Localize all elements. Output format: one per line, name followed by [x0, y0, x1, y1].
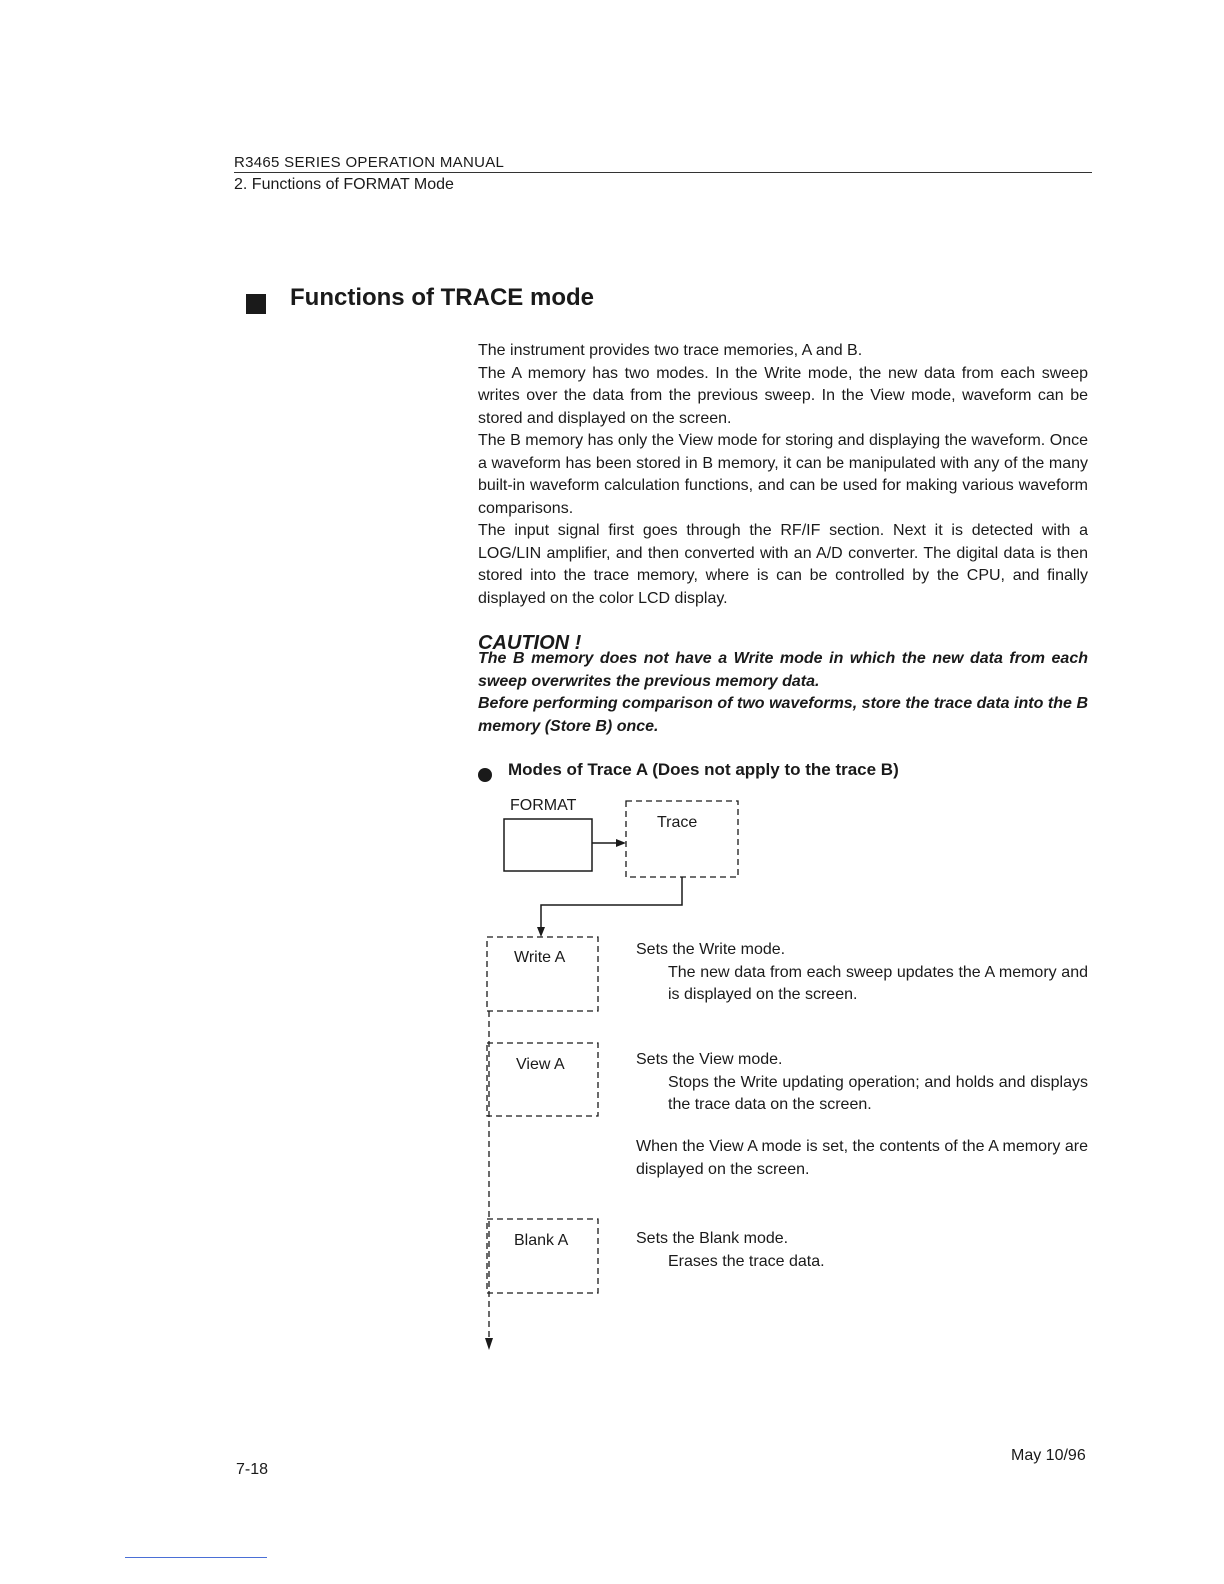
body-paragraph-2: The A memory has two modes. In the Write mode, the new data from each sweep writes over the data from the previous sweep. In the View mode, waveform can be stored and displayed on the screen.: [478, 364, 1088, 427]
caution-line-2: Before performing comparison of two waveforms, store the trace data into the B memory (Store B) once.: [478, 695, 1088, 735]
trace-label: Trace: [657, 814, 698, 831]
footer-rule: [125, 1557, 267, 1558]
view-a-box: [487, 1043, 598, 1116]
write-a-label: Write A: [514, 949, 566, 966]
write-title: Sets the Write mode.: [636, 941, 786, 958]
section-title: Functions of TRACE mode: [290, 284, 594, 311]
blank-title: Sets the Blank mode.: [636, 1230, 789, 1247]
format-to-trace-arrowhead: [616, 839, 626, 847]
view-description: [636, 1049, 1088, 1117]
trace-box: [626, 801, 738, 877]
write-detail: The new data from each sweep updates the A memory and is displayed on the screen.: [668, 963, 1088, 1003]
view-title: Sets the View mode.: [636, 1051, 783, 1068]
manual-title: R3465 SERIES OPERATION MANUAL: [234, 154, 505, 171]
view-note: When the View A mode is set, the contents of the A memory are displayed on the screen.: [636, 1138, 1088, 1178]
page-number: 7-18: [236, 1461, 269, 1478]
blank-description: [636, 1228, 1088, 1273]
body-paragraph-4: The input signal first goes through the RF/IF section. Next it is detected with a LOG/LIN amplifier, and then converted with an A/D converter. The digital data is then stored into the trace memory, where is can be controlled by the CPU, and finally displayed on the color LCD display.: [478, 522, 1088, 607]
caution-line-1: The B memory does not have a Write mode in which the new data from each sweep overwrites the previous memory data.: [478, 650, 1088, 690]
blank-a-label: Blank A: [514, 1232, 569, 1249]
mode-chain-arrowhead: [485, 1338, 493, 1350]
section-subtitle: 2. Functions of FORMAT Mode: [234, 176, 454, 193]
trace-connector-arrowhead: [537, 927, 545, 937]
body-paragraph-1: The instrument provides two trace memories, A and B.: [478, 342, 863, 359]
modes-heading: Modes of Trace A (Does not apply to the trace B): [508, 760, 899, 779]
write-description: [636, 939, 1088, 1007]
blank-a-box: [487, 1219, 598, 1293]
view-a-label: View A: [516, 1056, 565, 1073]
body-paragraph-3: The B memory has only the View mode for storing and displaying the waveform. Once a waveform has been stored in B memory, it can be manipulated with any of the many built-in waveform calculation functions, and can be used for making various waveform comparisons.: [478, 432, 1088, 517]
caution-title: CAUTION !: [478, 632, 582, 654]
format-label: FORMAT: [510, 797, 577, 814]
blank-detail: Erases the trace data.: [668, 1252, 825, 1270]
revision-date: May 10/96: [1011, 1447, 1086, 1464]
trace-connector-line: [541, 877, 682, 930]
view-detail: Stops the Write updating operation; and holds and displays the trace data on the screen.: [668, 1073, 1088, 1113]
format-box: [504, 819, 592, 871]
